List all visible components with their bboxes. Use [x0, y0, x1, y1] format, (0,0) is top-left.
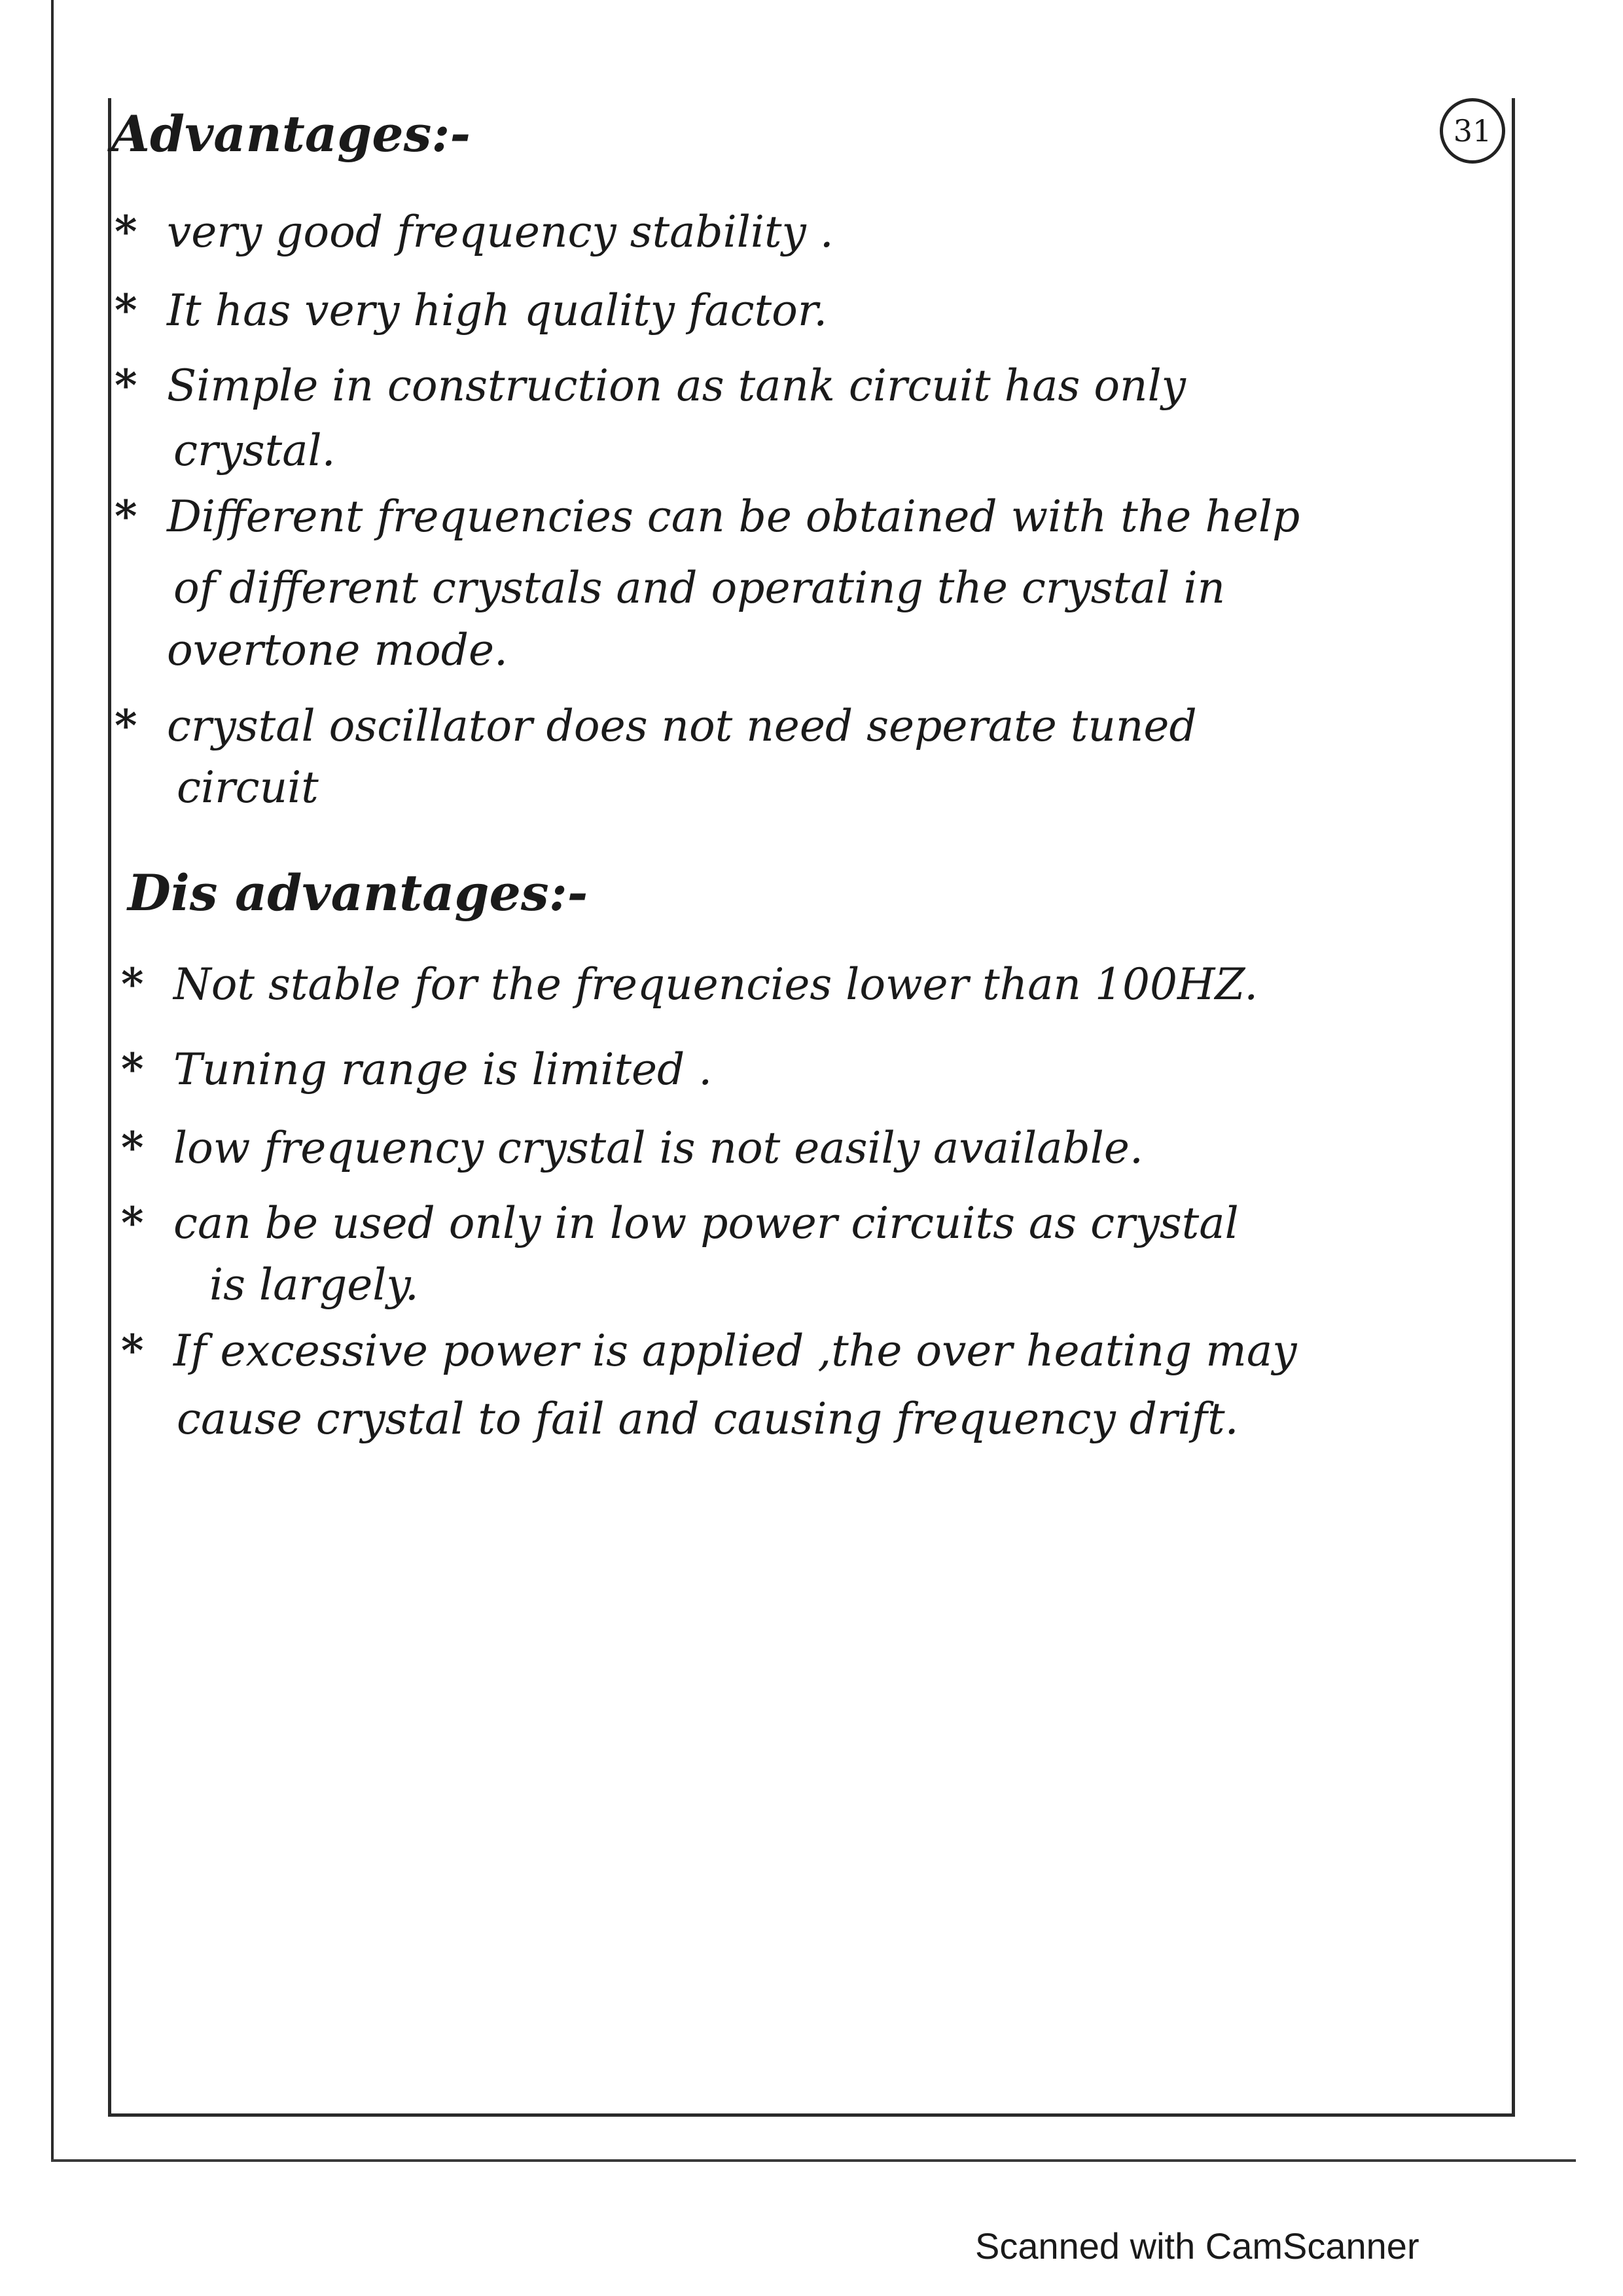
advantage-item-2: * It has very high quality factor.: [115, 285, 828, 336]
bullet-icon: *: [115, 360, 137, 411]
bullet-icon: *: [115, 491, 137, 542]
advantage-item-4-cont-2: overtone mode.: [167, 625, 508, 675]
disadvantages-title: Dis advantages:-: [128, 864, 588, 922]
bullet-icon: *: [115, 285, 137, 336]
disadvantage-item-2: * Tuning range is limited .: [121, 1044, 713, 1095]
page-number: 31: [1440, 98, 1505, 164]
disadvantage-item-5-cont: cause crystal to fail and causing frequency drift.: [177, 1394, 1239, 1444]
bullet-icon: *: [115, 206, 137, 257]
bullet-icon: *: [121, 959, 144, 1010]
camscanner-footer: Scanned with CamScanner: [975, 2225, 1419, 2267]
disadvantage-item-4-cont: is largely.: [209, 1260, 419, 1310]
bullet-icon: *: [121, 1044, 144, 1095]
disadvantage-item-3: * low frequency crystal is not easily available.: [121, 1122, 1143, 1173]
advantages-title: Advantages:-: [111, 105, 471, 163]
bullet-icon: *: [121, 1122, 144, 1173]
bullet-icon: *: [121, 1197, 144, 1248]
advantage-item-1: * very good frequency stability .: [115, 206, 834, 257]
disadvantage-item-4: * can be used only in low power circuits as crystal: [121, 1197, 1239, 1248]
advantage-item-5-cont: circuit: [177, 762, 319, 813]
advantage-item-3: * Simple in construction as tank circuit has only: [115, 360, 1186, 411]
advantage-item-4-cont-1: of different crystals and operating the crystal in: [173, 563, 1226, 613]
paper-edge-left: [51, 0, 54, 2159]
disadvantage-item-5: * If excessive power is applied ,the over heating may: [121, 1325, 1297, 1376]
bullet-icon: *: [121, 1325, 144, 1376]
advantage-item-5: * crystal oscillator does not need seperate tuned: [115, 700, 1197, 751]
advantage-item-3-cont: crystal.: [173, 425, 336, 476]
bullet-icon: *: [115, 700, 137, 751]
paper-edge-bottom: [51, 2159, 1576, 2162]
advantage-item-4: * Different frequencies can be obtained with the help: [115, 491, 1300, 542]
disadvantage-item-1: * Not stable for the frequencies lower than 100HZ.: [121, 959, 1258, 1010]
